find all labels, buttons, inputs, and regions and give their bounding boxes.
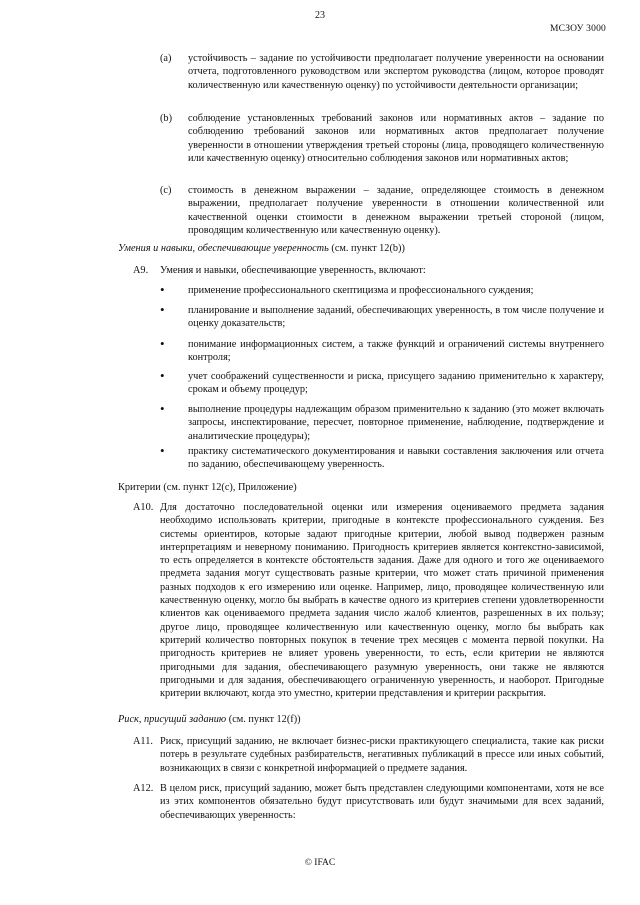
list-item-text: стоимость в денежном выражении – задание, определяющее стоимость в денежном выражении, предполагает получение уверенности в отношении количественной или качественной оценки стоимости в денежном выражении третьей стороной (лицом, проводящим количественную или качественную оценку). bbox=[188, 185, 604, 236]
list-label: (c) bbox=[160, 185, 172, 196]
bullet-text: учет соображений существенности и риска, присущего заданию применительно к характеру, срокам и объему процедур; bbox=[188, 371, 604, 396]
list-item-text: устойчивость – задание по устойчивости предполагает получение уверенности на основании отчета, подготовленного руководством или экспертом руководства (лицом, которое проводят количественную или качественную оценку) по устойчивости деятельности организации; bbox=[188, 53, 604, 91]
list-label: (b) bbox=[160, 113, 173, 124]
paragraph-text: Для достаточно последовательной оценки или измерения оцениваемого предмета задания необходимо использовать критерии, пригодные в контексте профессионального суждения. Без системы ориентиров, которые задают пригодные критерии, любой вывод подвержен разным интерпретациям и неверному пониманию. Пригодность критериев является контекстно-зависимой, то есть определяется в контексте обстоятельств задания. Даже для одного и того же оцениваемого предмета задания могут существовать разные критерии, что может стать причиной применения разных подходов к его измерению или оценке. Например, лицо, проводящее количественную или качественную оценку, могло бы выбрать в качестве одного из критериев степени удовлетворенности клиентов как оцениваемого предмета задания число жалоб клиентов, разрешенных в их пользу; другое лицо, проводящее количественную или качественную оценку, могло бы выбрать как критерий количество повторных покупок в течение трех месяцев с момента первой покупки. На пригодность критериев не влияет уровень уверенности, то есть, если критерии не являются пригодными для задания, обеспечивающего разумную уверенность, они также не являются пригодными и для задания, обеспечивающего ограниченную уверенность, и наоборот. Пригодные критерии включают, когда это уместно, критерии представления и критерии раскрытия. bbox=[160, 502, 604, 700]
heading-reference: (см. пункт 12(f)) bbox=[226, 714, 301, 725]
bullet-icon: • bbox=[160, 302, 165, 317]
bullet-icon: • bbox=[160, 282, 165, 297]
bullet-icon: • bbox=[160, 336, 165, 351]
bullet-text: выполнение процедуры надлежащим образом применительно к заданию (это может включать запросы, инспектирование, пересчет, повторное применение, наблюдение, подтверждение и аналитические процедуры); bbox=[188, 404, 604, 442]
section-heading-risk bbox=[118, 713, 301, 726]
bullet-icon: • bbox=[160, 443, 165, 458]
footer-copyright: © IFAC bbox=[304, 858, 336, 868]
bullet-text: применение профессионального скептицизма и профессионального суждения; bbox=[188, 285, 534, 296]
heading-italic: Умения и навыки, обеспечивающие уверенность bbox=[118, 243, 329, 254]
document-code: МСЗОУ 3000 bbox=[550, 24, 606, 34]
bullet-text: практику систематического документирования и навыки составления заключения или отчета по заданию, обеспечивающему уверенность. bbox=[188, 446, 604, 471]
paragraph-label: A12. bbox=[133, 783, 154, 794]
list-item-text: соблюдение установленных требований законов или нормативных актов – задание по соблюдению требований законов или нормативных актов предполагает получение уверенности в отношении утверждения третьей стороны (лица, проводящего количественную или качественную оценку) относительно соблюдения законов или нормативных актов; bbox=[188, 113, 604, 164]
heading-italic: Риск, присущий заданию bbox=[118, 714, 227, 725]
bullet-text: понимание информационных систем, а также функций и ограничений системы внутреннего контроля; bbox=[188, 339, 604, 364]
list-label: (a) bbox=[160, 53, 172, 64]
bullet-icon: • bbox=[160, 401, 165, 416]
section-heading-skills bbox=[118, 242, 405, 255]
paragraph-label: A11. bbox=[133, 736, 153, 747]
section-heading-criteria: Критерии (см. пункт 12(c), Приложение) bbox=[118, 482, 297, 493]
paragraph-text: В целом риск, присущий заданию, может быть представлен следующими компонентами, хотя не все из этих компонентов обязательно будут присутствовать или будут значимыми для всех заданий, обеспечивающих уверенность: bbox=[160, 783, 604, 821]
heading-reference: (см. пункт 12(b)) bbox=[328, 243, 405, 254]
paragraph-text: Умения и навыки, обеспечивающие уверенность, включают: bbox=[160, 265, 426, 276]
bullet-text: планирование и выполнение заданий, обеспечивающих уверенность, в том числе получение и оценку доказательств; bbox=[188, 305, 604, 330]
page-number: 23 bbox=[315, 10, 325, 21]
paragraph-text: Риск, присущий заданию, не включает бизнес-риски практикующего специалиста, такие как риски потерь в результате судебных разбирательств, негативных публикаций в прессе или иных событий, возникающих в связи с конкретной информацией о предмете задания. bbox=[160, 736, 604, 774]
paragraph-label: A10. bbox=[133, 502, 154, 513]
paragraph-label: A9. bbox=[133, 265, 149, 276]
bullet-icon: • bbox=[160, 368, 165, 383]
